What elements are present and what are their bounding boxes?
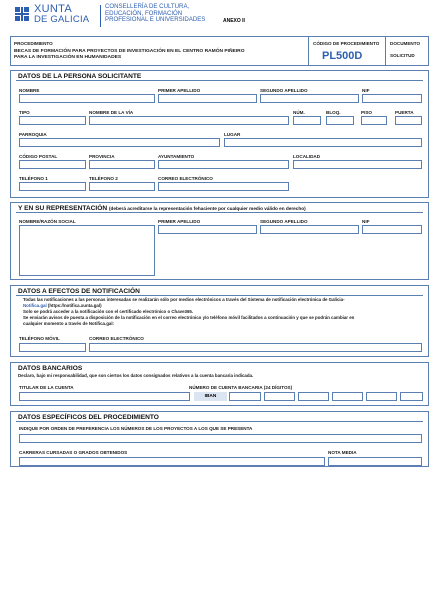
procedure-box <box>10 36 429 66</box>
label-tipo: TIPO <box>19 110 30 115</box>
conselleria-line-1: CONSELLERÍA DE CULTURA, <box>105 3 190 10</box>
num-field[interactable] <box>293 116 321 125</box>
bloq-field[interactable] <box>326 116 354 125</box>
label-carreras: CARRERAS CURSADAS O GRADOS OBTENIDOS <box>19 450 128 455</box>
conselleria-line-2: EDUCACIÓN, FORMACIÓN <box>105 9 183 17</box>
tipo-field[interactable] <box>19 116 86 125</box>
specific-header <box>16 414 423 422</box>
label-provincia: PROVINCIA <box>89 154 115 159</box>
representative-section <box>10 202 429 280</box>
conselleria-name <box>105 4 205 24</box>
bank-title: DATOS BANCARIOS <box>18 365 83 372</box>
label-num: NÚM. <box>293 110 305 115</box>
telefono-movil-field[interactable] <box>19 343 86 352</box>
label-piso: PISO <box>361 110 372 115</box>
notifica-link[interactable]: Notifica.gal <box>23 303 47 308</box>
titular-field[interactable] <box>19 392 190 401</box>
notification-text-1: Todas las notificaciones a las personas interesadas se realizarán sólo por medios electrónicos a través del Sistema de notificación electrónica de Galicia- <box>23 297 345 302</box>
procedure-title-1: BECAS DE FORMACIÓN PARA PROYECTOS DE INVESTIGACIÓN EN EL CENTRO RAMÓN PIÑEIRO <box>14 49 245 54</box>
document-label: DOCUMENTO <box>390 41 421 46</box>
account-field-5[interactable] <box>400 392 423 401</box>
label-segundo-apellido: SEGUNDO APELLIDO <box>260 88 308 93</box>
codigo-postal-field[interactable] <box>19 160 86 169</box>
localidad-field[interactable] <box>293 160 422 169</box>
label-correo: CORREO ELECTRÓNICO <box>158 176 213 181</box>
logo-galicia: DE GALICIA <box>34 14 90 25</box>
label-telefono-1: TELÉFONO 1 <box>19 176 48 181</box>
code-divider <box>308 37 309 66</box>
rep-nif-field[interactable] <box>362 225 422 234</box>
label-primer-apellido: PRIMER APELLIDO <box>158 88 201 93</box>
bank-header <box>16 365 423 373</box>
notifica-url: (https://notifica.xunta.gal) <box>46 303 102 308</box>
parroquia-field[interactable] <box>19 138 220 147</box>
ayuntamiento-field[interactable] <box>158 160 289 169</box>
bank-section <box>10 362 429 406</box>
rep-primer-apellido-field[interactable] <box>158 225 257 234</box>
bank-declaration: Declaro, bajo mi responsabilidad, que son ciertos los datos consignados relativos a la cuenta bancaria indicada. <box>18 373 254 378</box>
applicant-section <box>10 70 429 198</box>
xunta-emblem-icon <box>14 5 30 23</box>
label-nota-media: NOTA MEDIA <box>328 450 357 455</box>
label-nif: NIF <box>362 88 370 93</box>
label-telefono-movil: TELÉFONO MÓVIL <box>19 336 60 341</box>
account-field-3[interactable] <box>332 392 363 401</box>
orden-preferencia-field[interactable] <box>19 434 422 443</box>
nombre-via-field[interactable] <box>89 116 289 125</box>
nota-media-field[interactable] <box>328 457 422 466</box>
label-nombre-razon: NOMBRE/RAZÓN SOCIAL <box>19 219 76 224</box>
procedure-code-label: CÓDIGO DE PROCEDIMIENTO <box>313 41 380 46</box>
notification-title: DATOS A EFECTOS DE NOTIFICACIÓN <box>18 288 140 295</box>
notification-text-5: cualquier momento a través de Notifica.gal: <box>23 321 115 326</box>
segundo-apellido-field[interactable] <box>260 94 359 103</box>
lugar-field[interactable] <box>224 138 422 147</box>
label-notif-correo: CORREO ELECTRÓNICO <box>89 336 144 341</box>
account-field-2[interactable] <box>298 392 329 401</box>
label-codigo-postal: CÓDIGO POSTAL <box>19 154 58 159</box>
logo-xunta: XUNTA <box>34 3 72 15</box>
label-rep-primer-apellido: PRIMER APELLIDO <box>158 219 201 224</box>
notification-text-4: Se enviarán avisos de puesta a disposición de la notificación en el correo electrónico y/o teléfono móvil facilitados a continuación y que se podrán cambiar en <box>23 315 355 320</box>
notification-text-3: Solo se podrá acceder a la notificación con el certificado electrónico o Chave365. <box>23 309 194 314</box>
telefono-1-field[interactable] <box>19 182 86 191</box>
conselleria-line-3: PROFESIONAL E UNIVERSIDADES <box>105 16 206 24</box>
label-numero-cuenta: NÚMERO DE CUENTA BANCARIA (24 DÍGITOS) <box>189 385 293 390</box>
label-nombre-via: NOMBRE DE LA VÍA <box>89 110 134 115</box>
label-orden-preferencia: INDIQUE POR ORDEN DE PREFERENCIA LOS NÚMEROS DE LOS PROYECTOS A LOS QUE SE PRESENTA <box>19 426 253 431</box>
procedure-code: PL500D <box>322 50 363 62</box>
label-lugar: LUGAR <box>224 132 241 137</box>
label-parroquia: PARROQUIA <box>19 132 47 137</box>
label-titular: TITULAR DE LA CUENTA <box>19 385 74 390</box>
nombre-razon-field[interactable] <box>19 225 155 276</box>
doc-divider <box>385 37 386 66</box>
xunta-logo <box>14 4 98 26</box>
account-field-4[interactable] <box>366 392 397 401</box>
telefono-2-field[interactable] <box>89 182 155 191</box>
representative-header <box>16 205 423 213</box>
label-nombre: NOMBRE <box>19 88 40 93</box>
notification-header <box>16 288 423 296</box>
puerta-field[interactable] <box>395 116 422 125</box>
piso-field[interactable] <box>361 116 387 125</box>
notification-section <box>10 285 429 357</box>
notification-text-2 <box>23 303 102 309</box>
specific-section <box>10 411 429 467</box>
rep-segundo-apellido-field[interactable] <box>260 225 359 234</box>
account-field-1[interactable] <box>264 392 295 401</box>
nif-field[interactable] <box>362 94 422 103</box>
applicant-header <box>16 73 423 81</box>
notif-correo-field[interactable] <box>89 343 422 352</box>
label-bloq: BLOQ. <box>326 110 341 115</box>
document-value: SOLICITUD <box>390 53 415 58</box>
representative-note: (deberá acreditarse la representación fehaciente por cualquier medio válido en derecho) <box>109 206 306 211</box>
correo-field[interactable] <box>158 182 289 191</box>
carreras-field[interactable] <box>19 457 325 466</box>
label-localidad: LOCALIDAD <box>293 154 321 159</box>
iban-digits-field[interactable] <box>229 392 261 401</box>
anexo-label: ANEXO II <box>223 18 245 24</box>
applicant-title: DATOS DE LA PERSONA SOLICITANTE <box>18 73 142 80</box>
label-rep-nif: NIF <box>362 219 370 224</box>
label-puerta: PUERTA <box>395 110 414 115</box>
nombre-field[interactable] <box>19 94 155 103</box>
specific-title: DATOS ESPECÍFICOS DEL PROCEDIMIENTO <box>18 414 159 421</box>
header-divider <box>100 5 101 27</box>
label-telefono-2: TELÉFONO 2 <box>89 176 118 181</box>
procedure-title-2: PARA LA INVESTIGACIÓN EN HUMANIDADES <box>14 55 122 60</box>
label-ayuntamiento: AYUNTAMIENTO <box>158 154 195 159</box>
representative-title <box>18 205 306 213</box>
label-rep-segundo-apellido: SEGUNDO APELLIDO <box>260 219 308 224</box>
procedure-label: PROCEDIMIENTO <box>14 41 53 46</box>
iban-label: IBAN <box>194 392 227 401</box>
representative-title-text: Y EN SU REPRESENTACIÓN <box>18 205 108 212</box>
primer-apellido-field[interactable] <box>158 94 257 103</box>
provincia-field[interactable] <box>89 160 155 169</box>
